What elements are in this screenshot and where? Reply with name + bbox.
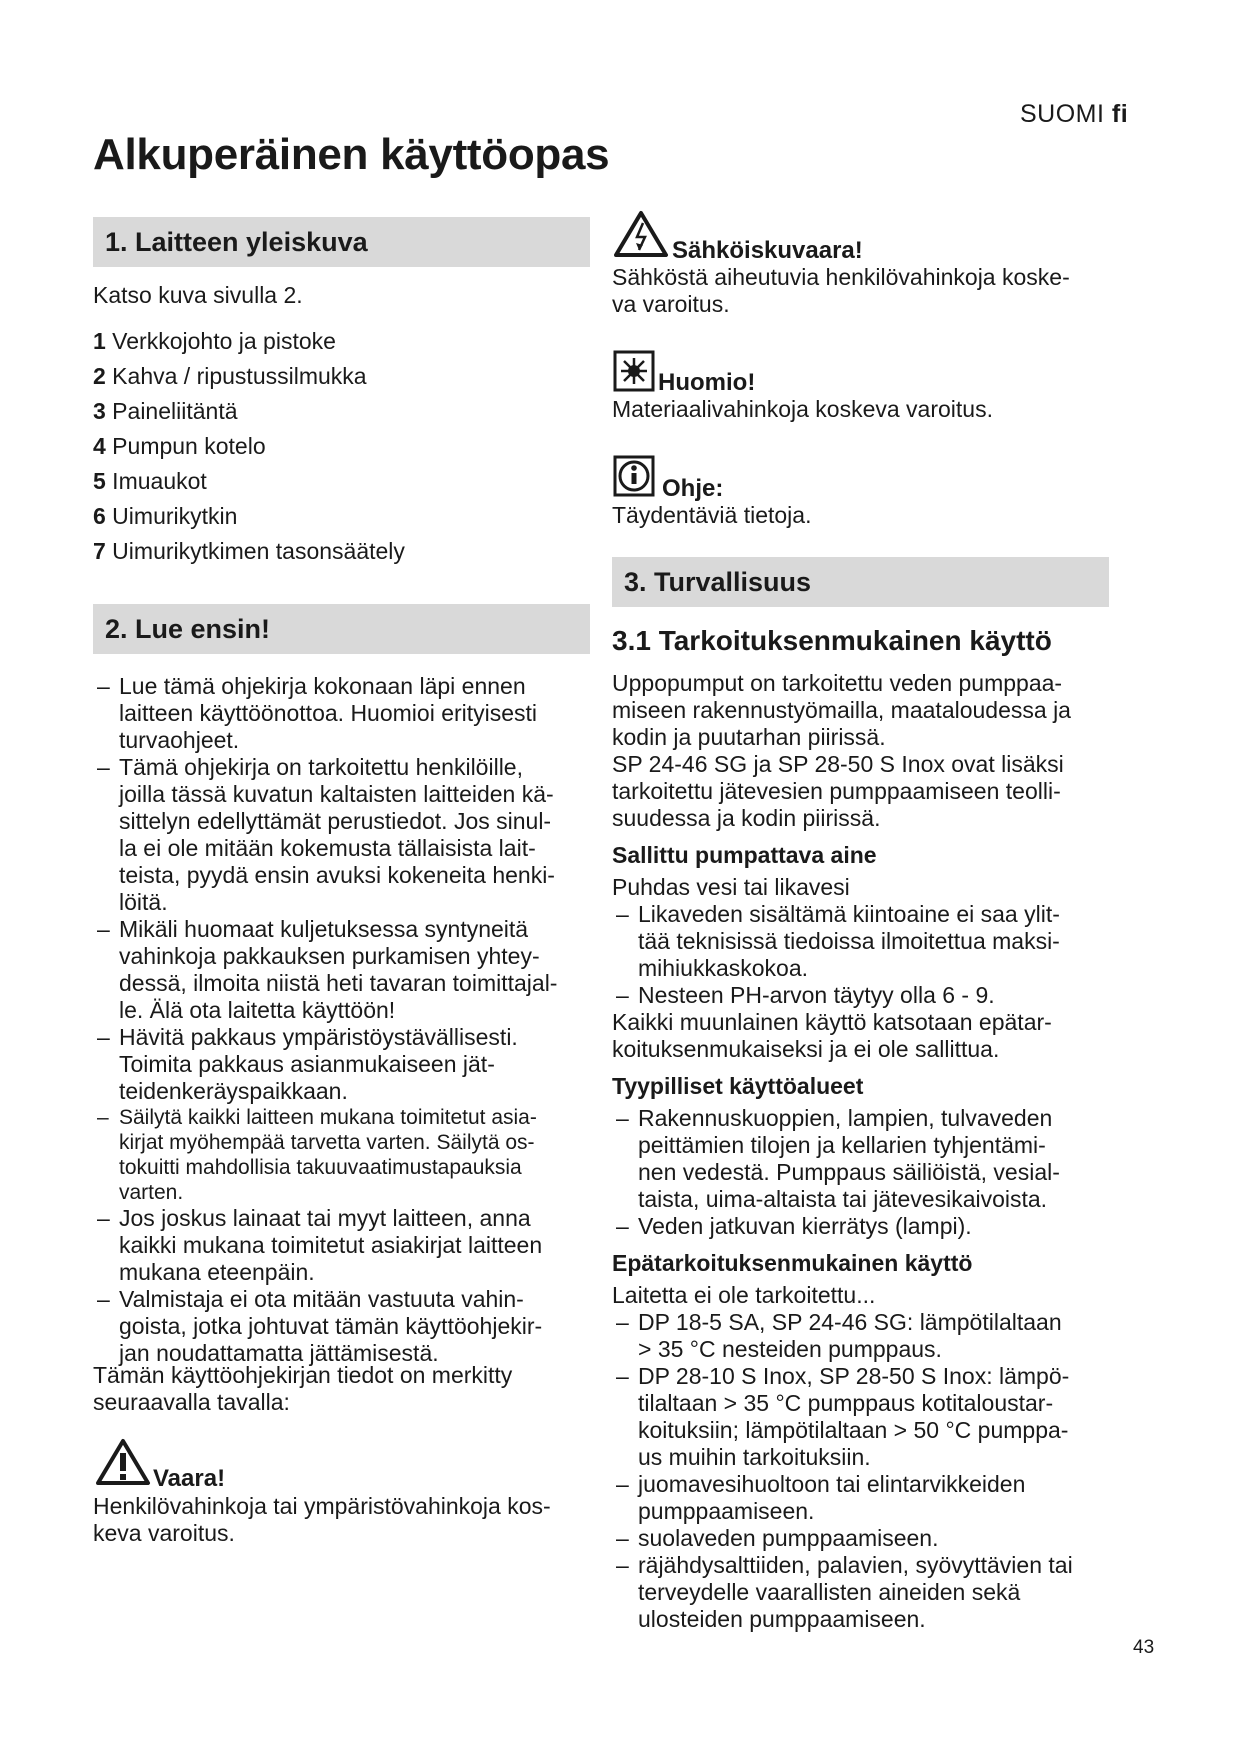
caution-text: Materiaalivahinkoja koskeva varoitus. <box>612 396 993 422</box>
list-line: mihiukkaskokoa. <box>638 955 809 981</box>
info-icon <box>613 455 655 497</box>
caution-icon <box>613 350 655 392</box>
list-line: goista, jotka johtuvat tämän käyttöohjekir- <box>119 1313 543 1339</box>
list-line: peittämien tilojen ja kellarien tyhjentämi- <box>638 1132 1046 1158</box>
text-line: suudessa ja kodin piirissä. <box>612 805 881 831</box>
list-line: terveydelle vaarallisten aineiden sekä <box>638 1579 1021 1605</box>
text-line: tarkoitettu jätevesien pumppaamiseen teolli- <box>612 778 1061 804</box>
text-line: kodin ja puutarhan piirissä. <box>612 724 886 750</box>
list-item <box>93 1024 593 1105</box>
parts-list-item <box>93 499 405 534</box>
language-label: SUOMI fi <box>1020 100 1129 128</box>
list-item <box>612 901 1132 982</box>
text-line: va varoitus. <box>612 291 730 317</box>
list-line: kaikki mukana toimitetut asiakirjat laitteen <box>119 1232 543 1258</box>
parts-list-item <box>93 359 405 394</box>
list-line: dessä, ilmoita niistä heti tavaran toimittajal- <box>119 970 558 996</box>
text-line: Sähköstä aiheutuvia henkilövahinkoja koske- <box>612 264 1070 290</box>
list-line: Jos joskus lainaat tai myyt laitteen, anna <box>119 1205 531 1231</box>
danger-text <box>93 1493 593 1547</box>
list-item <box>612 1525 1132 1552</box>
info-text: Täydentäviä tietoja. <box>612 502 812 528</box>
dash-marker: – <box>97 1205 110 1231</box>
list-line: Veden jatkuvan kierrätys (lampi). <box>638 1213 972 1239</box>
electric-shock-text <box>612 264 1132 318</box>
list-line: Hävitä pakkaus ympäristöystävällisesti. <box>119 1024 518 1050</box>
item-text: Imuaukot <box>105 468 207 494</box>
allowed-medium-text <box>612 874 1132 1063</box>
list-line: löitä. <box>119 889 168 915</box>
list-item <box>612 1471 1132 1525</box>
list-line: Mikäli huomaat kuljetuksessa syntyneitä <box>119 916 529 942</box>
list-item <box>93 1105 593 1205</box>
list-line: DP 28-10 S Inox, SP 28-50 S Inox: lämpö- <box>638 1363 1070 1389</box>
text-line: Uppopumput on tarkoitettu veden pumppaa- <box>612 670 1063 696</box>
list-line: nen vedestä. Pumppaus säiliöistä, vesial- <box>638 1159 1060 1185</box>
marking-intro <box>93 1362 593 1416</box>
list-item <box>93 916 593 1024</box>
danger-label: Vaara! <box>153 1465 226 1492</box>
item-text: Verkkojohto ja pistoke <box>105 328 336 354</box>
text-line: Laitetta ei ole tarkoitettu... <box>612 1282 876 1308</box>
list-line: Valmistaja ei ota mitään vastuuta vahin- <box>119 1286 524 1312</box>
list-line: Toimita pakkaus asianmukaiseen jät- <box>119 1051 495 1077</box>
dash-marker: – <box>616 1309 629 1335</box>
list-line: turvaohjeet. <box>119 727 240 753</box>
list-line: varten. <box>119 1181 184 1204</box>
list-line: teidenkeräyspaikkaan. <box>119 1078 348 1104</box>
dash-marker: – <box>97 1024 110 1050</box>
list-item <box>93 1205 593 1286</box>
section-1-intro: Katso kuva sivulla 2. <box>93 282 303 308</box>
dash-marker: – <box>97 1106 109 1129</box>
list-line: kirjat myöhempää tarvetta varten. Säilytä os- <box>119 1131 535 1154</box>
section-1-heading: 1. Laitteen yleiskuva <box>93 217 590 267</box>
text-line: Kaikki muunlainen käyttö katsotaan epätar- <box>612 1009 1052 1035</box>
section-2-heading: 2. Lue ensin! <box>93 604 590 654</box>
list-line: pumppaamiseen. <box>638 1498 815 1524</box>
list-line: taista, uima-altaista tai jätevesikaivoista. <box>638 1186 1048 1212</box>
intended-use-text <box>612 670 1132 832</box>
item-number: 1 <box>93 328 106 354</box>
list-item <box>93 673 593 754</box>
list-item <box>612 1213 1132 1240</box>
dash-marker: – <box>616 1363 629 1389</box>
list-line: tää teknisissä tiedoissa ilmoitettua maksi- <box>638 928 1060 954</box>
read-first-list <box>93 673 593 1367</box>
dash-marker: – <box>616 1105 629 1131</box>
dash-marker: – <box>616 901 629 927</box>
list-line: le. Älä ota laitetta käyttöön! <box>119 997 396 1023</box>
list-line: sittelyn edellyttämät perustiedot. Jos sinul- <box>119 808 552 834</box>
text-line: SP 24-46 SG ja SP 28-50 S Inox ovat lisäksi <box>612 751 1064 777</box>
list-line: suolaveden pumppaamiseen. <box>638 1525 939 1551</box>
item-text: Paineliitäntä <box>105 398 238 424</box>
list-line: räjähdysalttiiden, palavien, syövyttävien tai <box>638 1552 1073 1578</box>
list-line: laitteen käyttöönottoa. Huomioi erityisesti <box>119 700 538 726</box>
misuse-list <box>612 1282 1132 1633</box>
parts-list-item <box>93 394 405 429</box>
danger-warning-icon <box>95 1438 151 1486</box>
list-item <box>612 1363 1132 1471</box>
parts-list <box>93 324 405 569</box>
item-text: Kahva / ripustussilmukka <box>105 363 367 389</box>
list-line: juomavesihuoltoon tai elintarvikkeiden <box>638 1471 1026 1497</box>
dash-marker: – <box>97 754 110 780</box>
list-line: Tämä ohjekirja on tarkoitettu henkilöille, <box>119 754 523 780</box>
item-text: Uimurikytkin <box>105 503 238 529</box>
list-line: Nesteen PH-arvon täytyy olla 6 - 9. <box>638 982 995 1008</box>
dash-marker: – <box>616 1525 629 1551</box>
list-line: tilaltaan > 35 °C pumppaus kotitaloustar- <box>638 1390 1054 1416</box>
dash-marker: – <box>616 1552 629 1578</box>
list-line: jan noudattamatta jättämisestä. <box>119 1340 439 1366</box>
electric-shock-icon <box>613 210 669 258</box>
parts-list-item <box>93 464 405 499</box>
item-number: 5 <box>93 468 106 494</box>
list-line: us muihin tarkoituksiin. <box>638 1444 871 1470</box>
list-line: vahinkoja pakkauksen purkamisen yhtey- <box>119 943 540 969</box>
page-number: 43 <box>1133 1637 1155 1658</box>
item-number: 2 <box>93 363 106 389</box>
list-line: teista, pyydä ensin avuksi kokeneita henki- <box>119 862 555 888</box>
item-text: Pumpun kotelo <box>105 433 266 459</box>
list-line: ulosteiden pumppaamiseen. <box>638 1606 926 1632</box>
list-line: Säilytä kaikki laitteen mukana toimitetut asia- <box>119 1106 537 1129</box>
list-line: Rakennuskuoppien, lampien, tulvaveden <box>638 1105 1053 1131</box>
text-line: keva varoitus. <box>93 1520 235 1546</box>
list-line: mukana eteenpäin. <box>119 1259 315 1285</box>
parts-list-item <box>93 534 405 569</box>
dash-marker: – <box>616 1213 629 1239</box>
info-label: Ohje: <box>662 475 724 502</box>
list-item <box>93 754 593 916</box>
text-line: koituksenmukaiseksi ja ei ole sallittua. <box>612 1036 1000 1062</box>
list-item <box>612 1105 1132 1213</box>
allowed-medium-heading: Sallittu pumpattava aine <box>612 842 877 868</box>
list-item <box>612 982 1132 1009</box>
page-title: Alkuperäinen käyttöopas <box>93 130 610 179</box>
section-3-heading: 3. Turvallisuus <box>612 557 1109 607</box>
list-line: Likaveden sisältämä kiintoaine ei saa ylit- <box>638 901 1060 927</box>
misuse-heading: Epätarkoituksenmukainen käyttö <box>612 1250 973 1276</box>
typical-use-heading: Tyypilliset käyttöalueet <box>612 1073 864 1099</box>
item-number: 4 <box>93 433 106 459</box>
list-line: Lue tämä ohjekirja kokonaan läpi ennen <box>119 673 526 699</box>
dash-marker: – <box>97 916 110 942</box>
section-3-1-heading: 3.1 Tarkoituksenmukainen käyttö <box>612 625 1052 656</box>
dash-marker: – <box>616 982 629 1008</box>
list-line: > 35 °C nesteiden pumppaus. <box>638 1336 942 1362</box>
dash-marker: – <box>97 673 110 699</box>
list-line: tokuitti mahdollisia takuuvaatimustapauksia <box>119 1156 522 1179</box>
list-line: DP 18-5 SA, SP 24-46 SG: lämpötilaltaan <box>638 1309 1062 1335</box>
text-line: miseen rakennustyömailla, maataloudessa ja <box>612 697 1071 723</box>
parts-list-item <box>93 324 405 359</box>
parts-list-item <box>93 429 405 464</box>
item-number: 7 <box>93 538 106 564</box>
electric-shock-label: Sähköiskuvaara! <box>672 237 863 264</box>
item-number: 6 <box>93 503 106 529</box>
item-text: Uimurikytkimen tasonsäätely <box>105 538 405 564</box>
text-line: seuraavalla tavalla: <box>93 1389 290 1415</box>
list-line: la ei ole mitään kokemusta tällaisista lait- <box>119 835 536 861</box>
list-item <box>612 1309 1132 1363</box>
list-item <box>93 1286 593 1367</box>
item-number: 3 <box>93 398 106 424</box>
text-line: Puhdas vesi tai likavesi <box>612 874 850 900</box>
dash-marker: – <box>97 1286 110 1312</box>
list-item <box>612 1552 1132 1633</box>
text-line: Henkilövahinkoja tai ympäristövahinkoja kos- <box>93 1493 551 1519</box>
list-line: koituksiin; lämpötilaltaan > 50 °C pumppa- <box>638 1417 1069 1443</box>
typical-use-list <box>612 1105 1132 1240</box>
text-line: Tämän käyttöohjekirjan tiedot on merkitty <box>93 1362 513 1388</box>
dash-marker: – <box>616 1471 629 1497</box>
caution-label: Huomio! <box>658 369 756 396</box>
list-line: joilla tässä kuvatun kaltaisten laitteiden kä- <box>119 781 554 807</box>
